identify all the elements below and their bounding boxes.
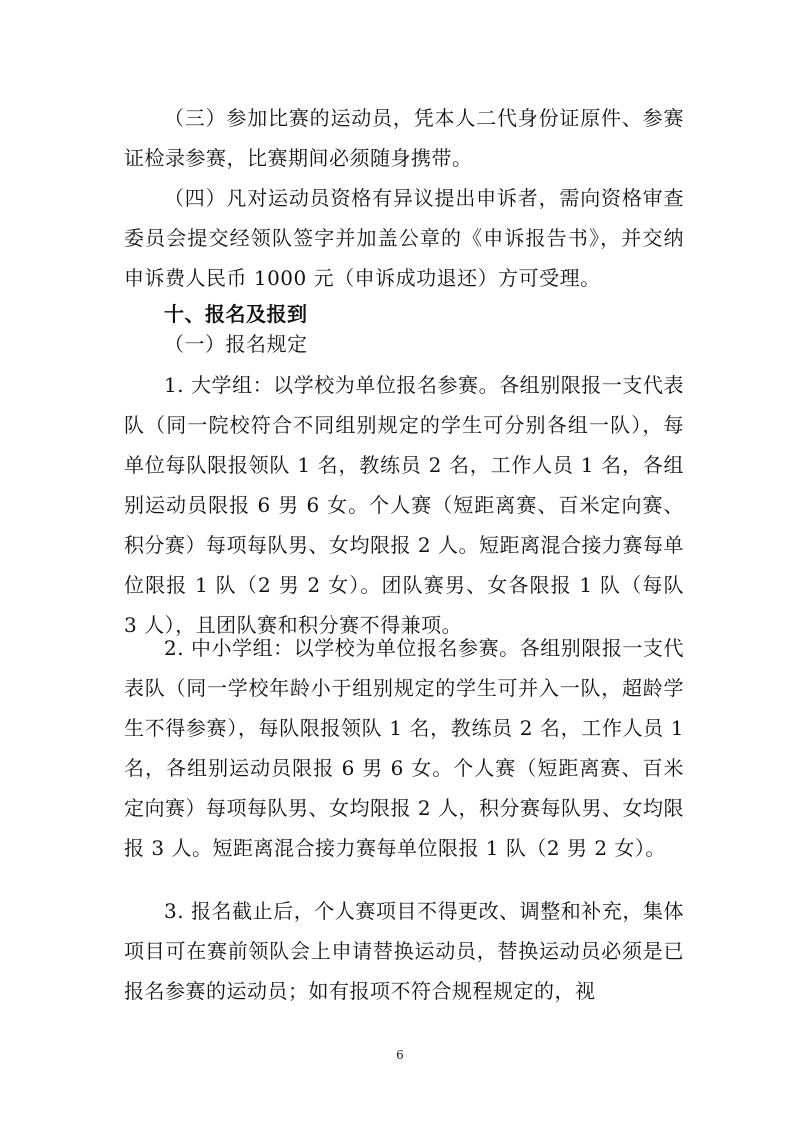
paragraph-university-group: 1. 大学组：以学校为单位报名参赛。各组别限报一支代表队（同一院校符合不同组别规定的学生可分别各组一队），每单位每队限报领队 1 名，教练员 2 名，工作人员 1 名，各组别运动员限报 6 男 6 女。个人赛（短距离赛、百米定向赛、积分赛）每项每队男、女均限报 2 人。短距离混合接力赛每单位限报 1 队（2 男 2 女）。团队赛男、女各限报 1 队（每队 3 人），且团队赛和积分赛不得兼项。 [124,373,684,637]
paragraph-item-4: （四）凡对运动员资格有异议提出申诉者，需向资格审查委员会提交经领队签字并加盖公章的《申诉报告书》，并交纳申诉费人民币 1000 元（申诉成功退还）方可受理。 [124,186,684,290]
paragraph-item-3: （三）参加比赛的运动员，凭本人二代身份证原件、参赛证检录参赛，比赛期间必须随身携带。 [124,106,684,170]
paragraph-school-group: 2. 中小学组：以学校为单位报名参赛。各组别限报一支代表队（同一学校年龄小于组别规定的学生可并入一队，超龄学生不得参赛），每队限报领队 1 名，教练员 2 名，工作人员 1 名，各组别运动员限报 6 男 6 女。个人赛（短距离赛、百米定向赛）每项每队男、女均限报 2 人，积分赛每队男、女均限报 3 人。短距离混合接力赛每单位限报 1 队（2 男 2 女）。 [124,636,684,860]
section-heading: 十、报名及报到 [164,302,308,326]
paragraph-registration-deadline: 3. 报名截止后，个人赛项目不得更改、调整和补充，集体项目可在赛前领队会上申请替换运动员，替换运动员必须是已报名参赛的运动员；如有报项不符合规程规定的，视 [124,899,684,1003]
subsection-heading: （一）报名规定 [164,332,308,356]
page-number: 6 [396,1048,404,1062]
